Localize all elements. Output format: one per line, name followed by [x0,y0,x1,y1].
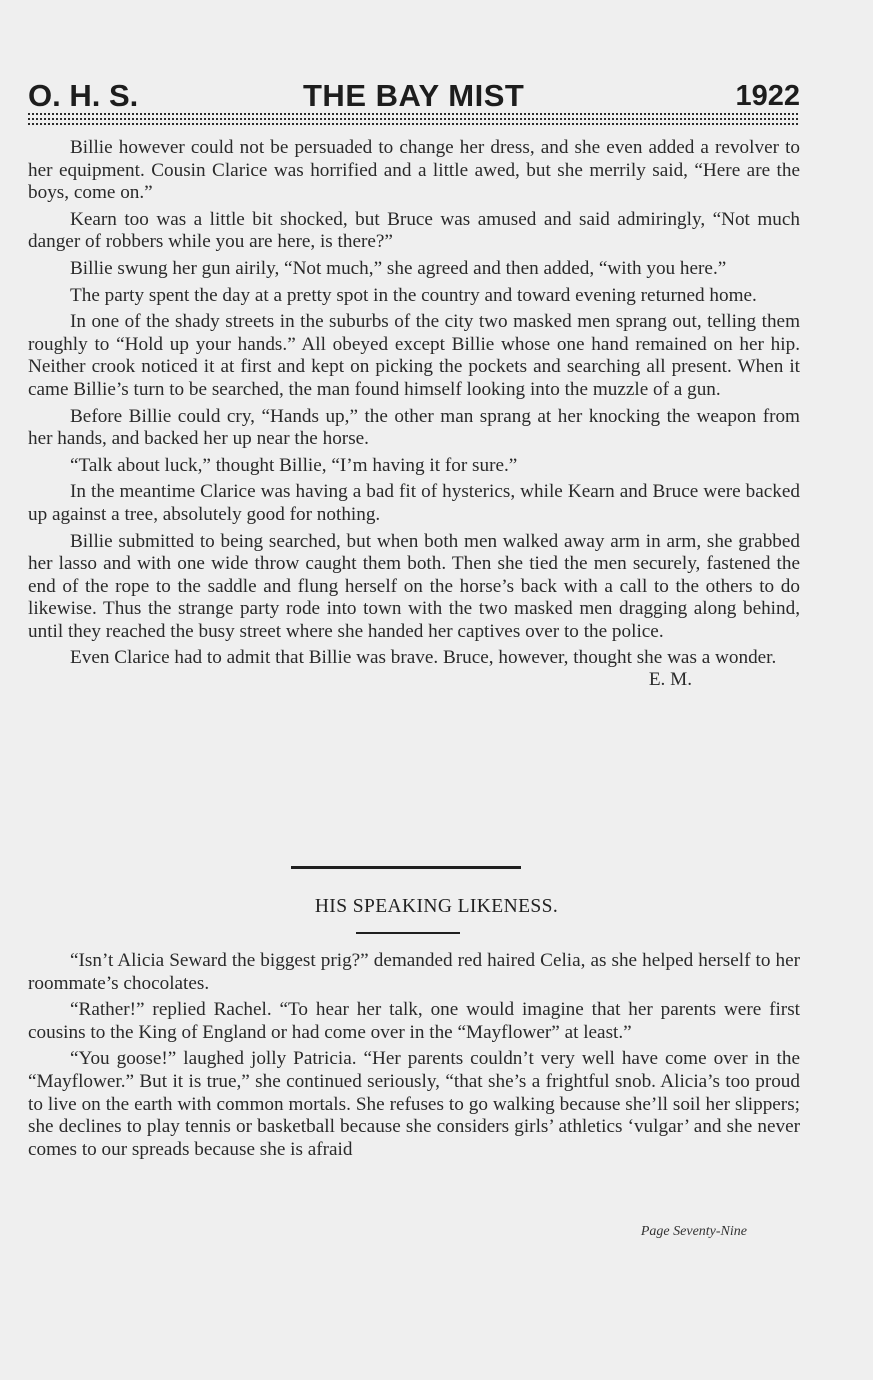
section-divider [291,866,521,869]
header-dotted-rule [28,113,800,126]
paragraph: Billie submitted to being searched, but when both men walked away arm in arm, she grabbed her lasso and with one wide throw caught them both. Then she tied the men securely, fastened the end of the rope to the saddle and flung herself on the horse’s back with a call to the others to do likewise. Thus the strange party rode into town with the two masked men dragging along behind, until they reached the busy street where she handed her captives over to the police. [28,530,800,642]
story-title: HIS SPEAKING LIKENESS. [314,896,559,917]
story-1-body [28,137,800,691]
paragraph: “Rather!” replied Rachel. “To hear her talk, one would imagine that her parents were first cousins to the King of England or had come over in the “Mayflower” at least.” [28,999,800,1043]
paragraph: Billie swung her gun airily, “Not much,” she agreed and then added, “with you here.” [70,257,727,279]
paragraph: Before Billie could cry, “Hands up,” the other man sprang at her knocking the weapon from her hands, and backed her up near the horse. [28,405,800,450]
paragraph: Kearn too was a little bit shocked, but Bruce was amused and said admiringly, “Not much danger of robbers while you are here, is there?” [28,208,800,253]
publication-title: THE BAY MIST [303,78,525,113]
paragraph: “You goose!” laughed jolly Patricia. “Her parents couldn’t very well have come over in the “Mayflower.” But it is true,” she continued seriously, “that she’s a frightful snob. Alicia’s too proud to live on the earth with common mortals. She refuses to go walking because she’ll soil her slippers; she declines to play tennis or basketball because she considers girls’ athletics ‘vulgar’ and she never comes to our spreads because she is afraid [28,1048,800,1160]
paragraph: “Isn’t Alicia Seward the biggest prig?” demanded red haired Celia, as she helped herself to her roommate’s chocolates. [28,950,800,994]
paragraph: The party spent the day at a pretty spot in the country and toward evening returned home. [70,284,757,306]
paragraph: Billie however could not be persuaded to change her dress, and she even added a revolver to her equipment. Cousin Clarice was horrified and a little awed, but she merrily said, “Here are the boys, come on.” [28,137,800,204]
publication-year: 1922 [735,80,800,112]
paragraph: “Talk about luck,” thought Billie, “I’m having it for sure.” [70,454,518,476]
page-header [28,78,800,114]
title-underline [356,932,460,934]
paragraph: Even Clarice had to admit that Billie was brave. Bruce, however, thought she was a wonder. [70,647,777,669]
closing-paragraph [28,647,800,691]
author-signature: E. M. [648,669,692,691]
paragraph: In the meantime Clarice was having a bad fit of hysterics, while Kearn and Bruce were backed up against a tree, absolutely good for nothing. [28,481,800,525]
story-2-body [28,950,800,1165]
paragraph: In one of the shady streets in the suburbs of the city two masked men sprang out, telling them roughly to “Hold up your hands.” All obeyed except Billie whose one hand remained on her hip. Neither crook noticed it at first and kept on picking the pockets and searching all present. When it came Billie’s turn to be searched, the man found himself looking into the muzzle of a gun. [28,311,800,400]
page-number: Page Seventy-Nine [640,1224,747,1239]
school-initials: O. H. S. [28,78,139,113]
